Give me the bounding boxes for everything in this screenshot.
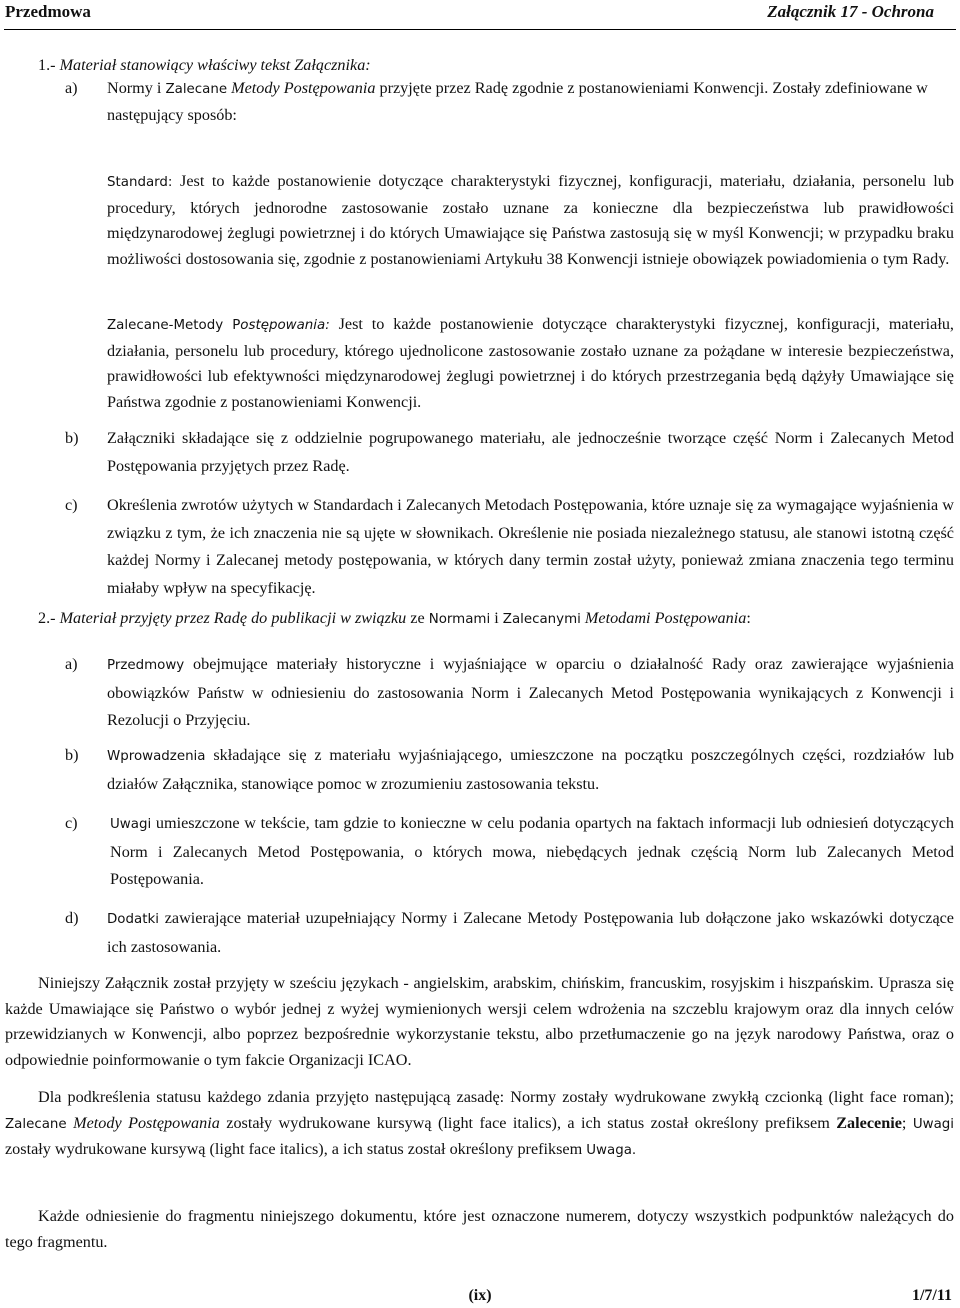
- item-2d: [65, 905, 954, 961]
- item-1b-text: Załączniki składające się z oddzielnie pogrupowanego materiału, ale jednocześnie tworzące część Norm i Zalecanych Metod Postępowania przyjętych przez Radę.: [107, 429, 954, 475]
- item-2b: [65, 742, 954, 798]
- item-2c: [65, 810, 954, 894]
- status-convention-paragraph: Dla podkreślenia statusu każdego zdania przyjęto następującą zasadę: Normy zostały wydrukowane zwykłą czcionką (light face roman); Zalecane Metody Postępowania zostały wydrukowane kursywą (light face italics), a ich status został określony prefiksem Zalecenie; Uwagi zostały wydrukowane kursywą (light face italics), a ich status został określony prefiksem Uwaga.: [5, 1088, 955, 1158]
- item-1b-label: b): [65, 429, 79, 447]
- standard-term: Standard:: [107, 175, 173, 190]
- section-1-heading: [38, 53, 940, 79]
- footer-date: 1/7/11: [911, 1287, 952, 1304]
- item-1c: [65, 492, 954, 602]
- recommended-practice-definition: Zalecane-Metody Postępowania: Jest to każde postanowienie dotyczące charakterystyki fizycznej, konfiguracji, materiału, działania, personelu lub procedury, którego ujednolicone zastosowanie zostało uznane za pożądane w interesie bezpieczeństwa, prawidłowości lub efektywności międzynarodowej żeglugi powietrznej i do których przestrzegania będą dążyły Umawiające się Państwa zgodnie z postanowieniami Konwencji.: [107, 315, 954, 411]
- standard-definition: [107, 169, 954, 272]
- recommended-term: Zalecane-Metody P: [107, 318, 241, 333]
- languages-paragraph: Niniejszy Załącznik został przyjęty w sześciu językach - angielskim, arabskim, chińskim, francuskim, rosyjskim i hiszpańskim. Uprasza się każde Umawiające się Państwo o wybór jednej z wyżej wymienionych wersji celem wdrożenia na szczeblu krajowym oraz dla innych celów przewidzianych w Konwencji, albo poprzez bezpośrednie wykorzystanie tekstu, albo przetłumaczenie go na język narodowy Państwa, oraz o odpowiednie poinformowanie o tym fakcie Organizacji ICAO.: [5, 974, 954, 1069]
- item-2c-text: Uwagi umieszczone w tekście, tam gdzie to konieczne w celu podania opartych na faktach informacji lub odniesień dotyczących Norm i Zalecanych Metod Postępowania, o których mowa, niebędących jednak częścią Norm lub Zalecanych Metod Postępowania.: [110, 814, 954, 888]
- item-2b-text: Wprowadzenia składające się z materiału wyjaśniającego, umieszczone na początku poszczególnych części, rozdziałów lub działów Załącznika, stanowiące pomoc w zrozumieniu zastosowania tekstu.: [107, 746, 954, 793]
- section-1-number: 1.-: [38, 56, 56, 74]
- item-2d-label: d): [65, 909, 79, 927]
- item-2a-text: Przedmowy obejmujące materiały historyczne i wyjaśniające w oparciu o działalność Rady oraz zawierające wyjaśnienia obowiązków Państw w odniesieniu do zastosowania Norm i Zalecanych Metod Postępowania wynikających z Konwencji i Rezolucji o Przyjęciu.: [107, 655, 954, 729]
- item-2a: [65, 651, 954, 735]
- header-right: Załącznik 17 - Ochrona: [767, 2, 934, 21]
- item-2a-label: a): [65, 655, 78, 673]
- section-2-number: 2.-: [38, 609, 56, 627]
- section-2-heading: 2.- Materiał przyjęty przez Radę do publikacji w związku ze Normami i Zalecanymi Metodami Postępowania:: [38, 609, 751, 627]
- header-divider: [4, 29, 956, 30]
- item-2b-label: b): [65, 746, 79, 764]
- item-1c-text: Określenia zwrotów użytych w Standardach i Zalecanych Metodach Postępowania, które uznaje się za wymagające wyjaśnienia w związku z tym, że ich znaczenia nie są ujęte w słownikach. Określenie nie posiada niezależnego statusu, ale stanowi istotną część każdej Normy i Zalecanej metody postępowania, w których dany termin został użyty, ponieważ zmiana znaczenia tego terminu miałaby wpływ na specyfikację.: [107, 496, 954, 597]
- item-1a: [65, 76, 954, 128]
- section-1-title: Materiał stanowiący właściwy tekst Załącznika:: [59, 56, 371, 74]
- item-2d-text: Dodatki zawierające materiał uzupełniający Normy i Zalecane Metody Postępowania lub dołączone jako wskazówki dotyczące ich zastosowania.: [107, 909, 954, 956]
- reference-paragraph: Każde odniesienie do fragmentu niniejszego dokumentu, które jest oznaczone numerem, dotyczy wszystkich podpunktów należących do tego fragmentu.: [5, 1207, 954, 1251]
- header-left: Przedmowa: [5, 2, 91, 21]
- standard-text: Jest to każde postanowienie dotyczące charakterystyki fizycznej, konfiguracji, materiału, działania, personelu lub procedury, których jednorodne zastosowanie zostało uznane za konieczne dla bezpieczeństwa lub prawidłowości międzynarodowej żeglugi powietrznej i do których Umawiające się Państwa zastosują się w myśl Konwencji; w przypadku braku możliwości dostosowania się, zgodnie z postanowieniami Artykułu 38 Konwencji istnieje obowiązek powiadomienia o tym Rady.: [107, 172, 954, 268]
- item-1a-label: a): [65, 79, 78, 97]
- item-1b: [65, 425, 954, 480]
- item-1c-label: c): [65, 496, 78, 514]
- item-2c-label: c): [65, 814, 78, 832]
- page-number: (ix): [468, 1287, 492, 1304]
- recommended-text: Jest to każde postanowienie dotyczące charakterystyki fizycznej, konfiguracji, materiału, działania, personelu lub procedury, którego ujednolicone zastosowanie zostało uznane za pożądane w interesie bezpieczeństwa, prawidłowości lub efektywności międzynarodowej żeglugi powietrznej i do których przestrzegania będą dążyły Umawiające się Państwa zgodnie z postanowieniami Konwencji.: [107, 315, 954, 411]
- item-1a-text: Normy i Zalecane Metody Postępowania przyjęte przez Radę zgodnie z postanowieniami Konwencji. Zostały zdefiniowane w następujący sposób:: [107, 79, 928, 124]
